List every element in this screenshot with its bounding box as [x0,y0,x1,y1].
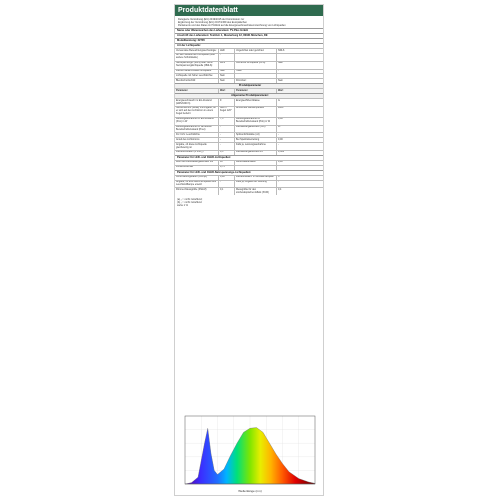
table-cell [277,54,296,61]
table-cell: 87 [278,125,281,128]
table-cell: Hülle: [235,70,277,74]
table-row [175,180,323,188]
table-cell: Nein [219,70,235,74]
table-cell: - [219,181,235,188]
table-cell: Farbwiedergabeindex R9 [235,151,277,155]
table-row [175,142,323,150]
table-cell [277,74,296,78]
table-cell: Lichtquelle mit hoher Leuchtdichte: [175,74,219,78]
intro-line: Parlaments und des Rates im Hinblick auf die Energieverbrauchskennzeichnung von Lichtquellen [178,24,286,27]
table-cell: Ungerichtet oder gerichtet: [235,49,277,53]
table-cell: Leistungsaufnahme im Ein-Zustand (Pon) in W [175,118,219,125]
table-row [175,117,323,125]
table-row [175,106,323,117]
table-row [175,125,323,133]
table-cell: Leistungsaufnahme im Bereitschaftszustand (Psb) in W [235,118,277,125]
led-section-header: Parameter für LED- und OLED-Lichtquellen: [175,155,323,160]
table-cell: - [219,143,235,150]
table-cell: Wert des Farbwiedergabeindex R9 [175,161,219,165]
table-cell: 0,3 [219,151,235,155]
table-cell: Energieeffizienzklasse [235,99,277,106]
type-section-header: Art der Lichtquelle: [175,43,323,48]
mls-section-header: Parameter für LED- und OLED-Netzspannungs-Lichtquellen: [175,170,323,175]
head-cell: Parameter [175,89,219,93]
address-line: Anschrift des Lieferanten: Textilstr. 1, Musterburg 12, 80331 München, DE [175,33,323,38]
table-cell: 5 [278,175,280,179]
intro-line: Delegierte Verordnung (EU) 2019/2015 der Kommission zur [178,18,245,21]
side-note: siehe 1 % [177,204,188,208]
table-cell: Nutzlichtstrom (Φuse) mit Angabe, ob er sich auf den Lichtstrom in einem Kegel bezieht [175,107,219,117]
table-cell: Nein [278,79,283,82]
supplier-line: Name oder Warenzeichen des Lieferanten: TV-Plus GmbH [175,28,323,33]
table-cell: Netzspannungs- (MLS) oder Nicht-Netzspannungslichtquelle (NMLS): [175,62,219,69]
table-cell: - [278,143,279,146]
x-axis-label: Wellenlänge (nm) [238,489,262,493]
table-cell: Falls ja, Leistungsaufnahme [235,143,277,150]
table-cell [235,54,277,61]
table-cell: Lebensdauerfaktor [235,161,277,165]
table-row [175,187,323,195]
table-cell: Blendschutzschild: [175,79,219,83]
table-cell: 9 [219,99,235,106]
general-section-header: Allgemeine Produktparameter: [175,93,323,98]
table-cell: 18 [219,161,235,165]
table-cell: 7,5 [219,118,235,125]
type-table [175,48,323,83]
table-cell: NDLS [278,49,285,52]
product-data-sheet [174,4,324,496]
intro-text [175,16,323,28]
head-cell: Parameter [235,89,277,93]
table-cell [277,166,296,170]
table-cell: Bei Spektralverteilung [235,138,277,142]
table-cell: Farblich abstimmbare Lichtquelle: [175,70,219,74]
head-cell: Wert [219,89,235,93]
table-cell: - [219,54,235,61]
table-row [175,98,323,106]
table-cell: Leistungsaufnahme im vernetzten Bereitschaftszustand (Pnet) [175,126,219,133]
general-table [175,98,323,155]
table-cell: Angabe, ob diese Lichtquelle gleichwertig ist [175,143,219,150]
table-cell: 4000 [278,106,284,110]
spectrum-svg [175,406,323,495]
model-line: Modellkennung: 22735 [175,38,323,43]
table-cell: Falls ja, Angabe der Leistung [235,181,277,188]
intro-line: Ergänzung der Verordnung (EU) 2017/1369 des Europäischen [178,21,248,24]
table-cell: 0,00 [278,138,283,141]
table-cell: Für CLS: Leuchtdichte [175,133,219,137]
table-cell: Spitzenlichtstärke (cd) [235,133,277,137]
table-cell: 0,90 [278,160,283,164]
table-cell: Nein [278,61,283,65]
table-cell: 680 in Kegel 120° [219,107,235,117]
table-cell: Verwendete Beleuchtungstechnologie: [175,49,219,53]
spectrum-chart [175,406,323,495]
mls-table [175,175,323,196]
table-cell [235,166,277,170]
table-cell: Nein [219,74,235,78]
table-cell: Messgröße für den stroboskopischen Effekt (SVM) [235,188,277,195]
footnotes [175,195,323,207]
table-cell: Farbkonsistenz in McAdam-Ellipsen [235,176,277,180]
table-cell: 0,75 [219,166,235,170]
table-cell: - [219,138,235,142]
table-cell [235,74,277,78]
table-cell: Flimmer-Messgröße (PstLM) [175,188,219,195]
table-cell: Farbwiedergabeindex (CRI) [235,126,277,133]
table-cell: Angabe, ob eine LED-Lichtquelle eine Leuchtstofflampe ersetzt [175,181,219,188]
footnote: (a) „-“: nicht zutreffend; [177,198,203,202]
table-cell: Energieverbrauch im Ein-Zustand (kWh/1000 h) [175,99,219,106]
table-cell: MLS [219,62,235,69]
table-cell: LED [219,49,235,53]
led-table [175,160,323,170]
table-cell: - [278,180,279,184]
table-cell: Lichtstromerhalt [175,166,219,170]
table-cell: Farbkoordinaten (x und y) [175,151,219,155]
table-cell: G [278,99,280,102]
table-cell: Anteil des Lichtstroms [175,138,219,142]
param-section-header: Produktparameter [175,83,323,88]
table-cell: Nein [219,79,235,83]
table-row [175,61,323,69]
sheet-title: Produktdatenblatt [175,5,323,16]
table-cell: - [278,69,279,73]
table-row [175,53,323,61]
table-cell: 0,1 [219,188,235,195]
table-cell: - [219,133,235,137]
table-cell: Art des Sockels der Lichtquelle (oder andere Schnittstelle) [175,54,219,61]
table-cell: Ähnlichste Farbtemperatur [235,107,277,117]
table-cell: 0,00 [278,117,283,121]
table-cell: 0,4 [278,188,282,191]
table-cell: 0,90 [219,176,235,180]
table-cell: 0,389 [278,150,284,154]
table-cell: Verschiebungsfaktor (cos φ1) [175,176,219,180]
table-cell: Vernetzte Lichtquelle (CLS): [235,62,277,69]
head-cell: Wert [278,89,284,92]
table-cell: - [219,126,235,133]
table-cell: Dimmbar: [235,79,277,83]
footnote: (b) „-“: nicht zutreffend [177,201,202,205]
table-cell: - [278,133,279,136]
